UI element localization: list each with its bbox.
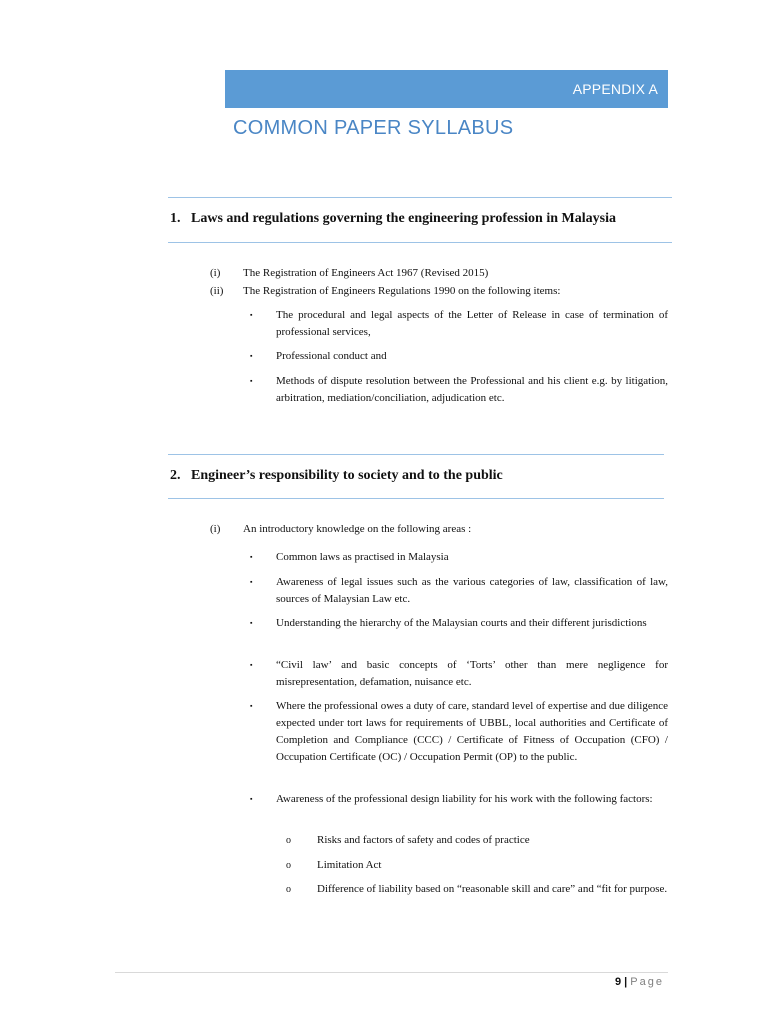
bullet-item bbox=[250, 698, 670, 783]
sub-bullet-text: Difference of liability based on “reasonable skill and care” and “fit for purpose. bbox=[317, 883, 668, 895]
page-number: 9 bbox=[614, 976, 622, 988]
item-number: (i) bbox=[210, 523, 221, 535]
section-1-bottom-rule bbox=[168, 242, 672, 243]
sub-bullet-item bbox=[286, 881, 670, 915]
item-text: The Registration of Engineers Regulations 1990 on the following items: bbox=[243, 285, 561, 297]
section-2-number: 2. bbox=[170, 468, 181, 483]
bullet-text: Common laws as practised in Malaysia bbox=[276, 551, 449, 563]
bullet-text: “Civil law’ and basic concepts of ‘Torts’ other than mere negligence for misrepresentation, defamation, nuisance etc. bbox=[276, 659, 668, 688]
footer-separator: | bbox=[624, 976, 628, 988]
list-item bbox=[210, 265, 670, 282]
section-2-top-rule bbox=[168, 454, 664, 455]
bullet-item bbox=[250, 549, 670, 566]
sub-bullet-text: Risks and factors of safety and codes of practice bbox=[317, 834, 530, 846]
bullet-marker-icon: ▪ bbox=[250, 702, 253, 710]
circle-bullet-icon: o bbox=[286, 835, 291, 846]
bullet-marker-icon: ▪ bbox=[250, 352, 253, 360]
bullet-marker-icon: ▪ bbox=[250, 377, 253, 385]
bullet-text: Methods of dispute resolution between the Professional and his client e.g. by litigation, arbitration, mediation/conciliation, adjudication etc. bbox=[276, 375, 668, 404]
sub-bullet-item bbox=[286, 857, 670, 874]
appendix-banner bbox=[225, 70, 668, 108]
page-title: COMMON PAPER SYLLABUS bbox=[233, 117, 514, 139]
section-1-top-rule bbox=[168, 197, 672, 198]
section-1-number: 1. bbox=[170, 211, 181, 226]
footer-rule bbox=[115, 972, 668, 973]
bullet-item bbox=[250, 348, 670, 365]
item-text: An introductory knowledge on the following areas : bbox=[243, 523, 472, 535]
list-item bbox=[210, 521, 670, 538]
circle-bullet-icon: o bbox=[286, 884, 291, 895]
section-1-heading bbox=[170, 211, 616, 227]
bullet-marker-icon: ▪ bbox=[250, 619, 253, 627]
bullet-item bbox=[250, 657, 670, 691]
item-number: (ii) bbox=[210, 285, 224, 297]
bullet-item bbox=[250, 574, 670, 608]
item-text: The Registration of Engineers Act 1967 (Revised 2015) bbox=[243, 267, 489, 279]
bullet-marker-icon: ▪ bbox=[250, 578, 253, 586]
page-word: Page bbox=[630, 976, 664, 988]
bullet-item bbox=[250, 307, 670, 341]
bullet-marker-icon: ▪ bbox=[250, 661, 253, 669]
bullet-item bbox=[250, 791, 670, 825]
bullet-text: Professional conduct and bbox=[276, 350, 387, 362]
bullet-text: Awareness of the professional design liability for his work with the following factors: bbox=[276, 793, 653, 805]
bullet-item bbox=[250, 615, 670, 649]
bullet-text: Awareness of legal issues such as the various categories of law, classification of law, sources of Malaysian Law etc. bbox=[276, 576, 668, 605]
bullet-marker-icon: ▪ bbox=[250, 553, 253, 561]
sub-bullet-text: Limitation Act bbox=[317, 859, 382, 871]
section-2-heading bbox=[170, 468, 503, 484]
circle-bullet-icon: o bbox=[286, 860, 291, 871]
section-1-heading-text: Laws and regulations governing the engineering profession in Malaysia bbox=[191, 211, 616, 226]
sub-bullet-item bbox=[286, 832, 670, 849]
section-2-heading-text: Engineer’s responsibility to society and to the public bbox=[191, 468, 503, 483]
section-2-bottom-rule bbox=[168, 498, 664, 499]
bullet-marker-icon: ▪ bbox=[250, 311, 253, 319]
list-item bbox=[210, 283, 670, 300]
bullet-marker-icon: ▪ bbox=[250, 795, 253, 803]
bullet-text: Where the professional owes a duty of care, standard level of expertise and due diligence expected under tort laws for requirements of UBBL, local authorities and Certificate of Completion and Compliance (CCC) / Certificate of Fitness of Occupation (CFO) / Occupation Certificate (OC) / Occupation Permit (OP) to the public. bbox=[276, 700, 668, 763]
bullet-text: Understanding the hierarchy of the Malaysian courts and their different jurisdictions bbox=[276, 617, 647, 629]
bullet-item bbox=[250, 373, 670, 407]
page-footer bbox=[540, 976, 664, 988]
bullet-text: The procedural and legal aspects of the Letter of Release in case of termination of professional services, bbox=[276, 309, 668, 338]
appendix-label: APPENDIX A bbox=[572, 81, 658, 97]
item-number: (i) bbox=[210, 267, 221, 279]
